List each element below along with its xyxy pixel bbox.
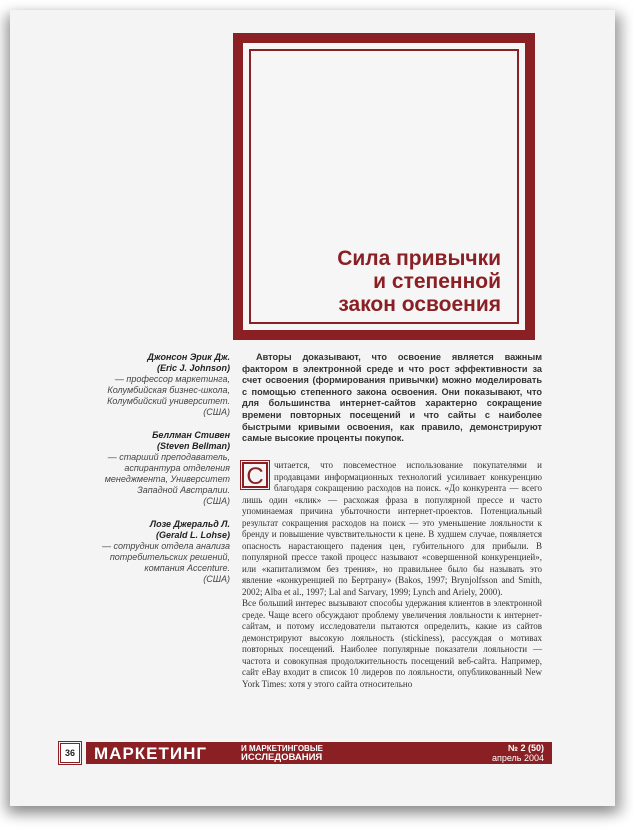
logo-subtitle-line: ИССЛЕДОВАНИЯ [241,751,323,763]
author-block [70,519,230,585]
logo-subtitle-line: И МАРКЕТИНГОВЫЕ [241,744,323,753]
title-panel [243,43,525,330]
author-latin-name: (Eric J. Johnson) [156,363,230,373]
issue-info [492,744,544,763]
footer-band [86,742,552,764]
author-name: Джонсон Эрик Дж. [147,352,230,362]
body-paragraph: Все больший интерес вызывают способы удержания клиентов в электронной среде. Чаще всего обсуждают проблему увеличения лояльности к интернет-сайтам, и потому исследователи пытаются определить, какие из сайтов демонстрируют высокую лояльность (stickiness), рассуждая о мотивах повторных посещений. Наиболее популярные показатели лояльности — частота и совокупная продолжительность посещений веб-сайта. Например, сайт eBay входит в список 10 лидеров по лояльности, опубликованный New York Times: хотя у этого сайта относительно [242,598,542,689]
title-line: и степенной [373,270,501,293]
author-country: (США) [203,574,230,584]
author-country: (США) [203,407,230,417]
author-description: — сотрудник отдела анализа потребительских решений, компания Accenture. [102,541,230,573]
author-name: Лозе Джеральд Л. [149,519,230,529]
author-latin-name: (Gerald L. Lohse) [155,530,230,540]
article-title [337,247,501,316]
article-lead: Авторы доказывают, что освоение является важным фактором в электронной среде и что рост эффективности за счет освоения (формирования привычки) можно моделировать с помощью степенного закона освоения. Они показывают, что для большинства интернет-сайтов характерно сокращение времени повторных посещений и что сайты с наиболее быстрыми кривыми освоения, как правило, демонстрируют самые высокие проценты покупок. [242,352,542,444]
author-description: — старший преподаватель, аспирантура отделения менеджмента, Университет Западной Австралии. [104,452,230,495]
author-description: — профессор маркетинга, Колумбийская бизнес-школа, Колумбийский университет. [107,374,230,406]
author-block [70,430,230,507]
article-body [242,460,542,690]
issue-date: апрель 2004 [491,752,544,763]
issue-number: № 2 (50) [507,743,544,753]
author-block [70,352,230,418]
author-name: Беллман Стивен [152,430,230,440]
journal-logo-subtitle [241,745,323,762]
body-paragraph: читается, что повсеместное использование покупателями и продавцами информационных технологий усиливает конкуренцию благодаря сокращению расходов на поиск. «До конкурента — всего лишь один «клик» — расхожая фраза в популярной прессе и часто упоминаемая причина убыточности интернет-проектов. Потенциальный результат сокращения расходов на поиск — это уменьшение лояльности к бренду и повышение чувствительности к цене. В худшем случае, появляется опасность нарастающего падения цен, губительного для прибыли. В популярной прессе такой процесс называют «совершенной конкуренцией», или «капитализмом без трения», но правильнее было бы называть это явление «конкуренцией по Бертрану» (Bakos, 1997; Brynjolfsson and Smith, 2002; Alba et al., 1997; Lal and Sarvary, 1999; Lynch and Ariely, 2000). [242,460,542,597]
author-latin-name: (Steven Bellman) [156,441,230,451]
journal-logo: МАРКЕТИНГ [94,744,208,763]
authors-column [70,352,230,597]
drop-cap: С [242,462,268,488]
page-footer [60,740,550,766]
title-line: Сила привычки [337,247,501,270]
page-number: 36 [60,743,80,763]
title-line: закон освоения [338,293,501,316]
author-country: (США) [203,496,230,506]
